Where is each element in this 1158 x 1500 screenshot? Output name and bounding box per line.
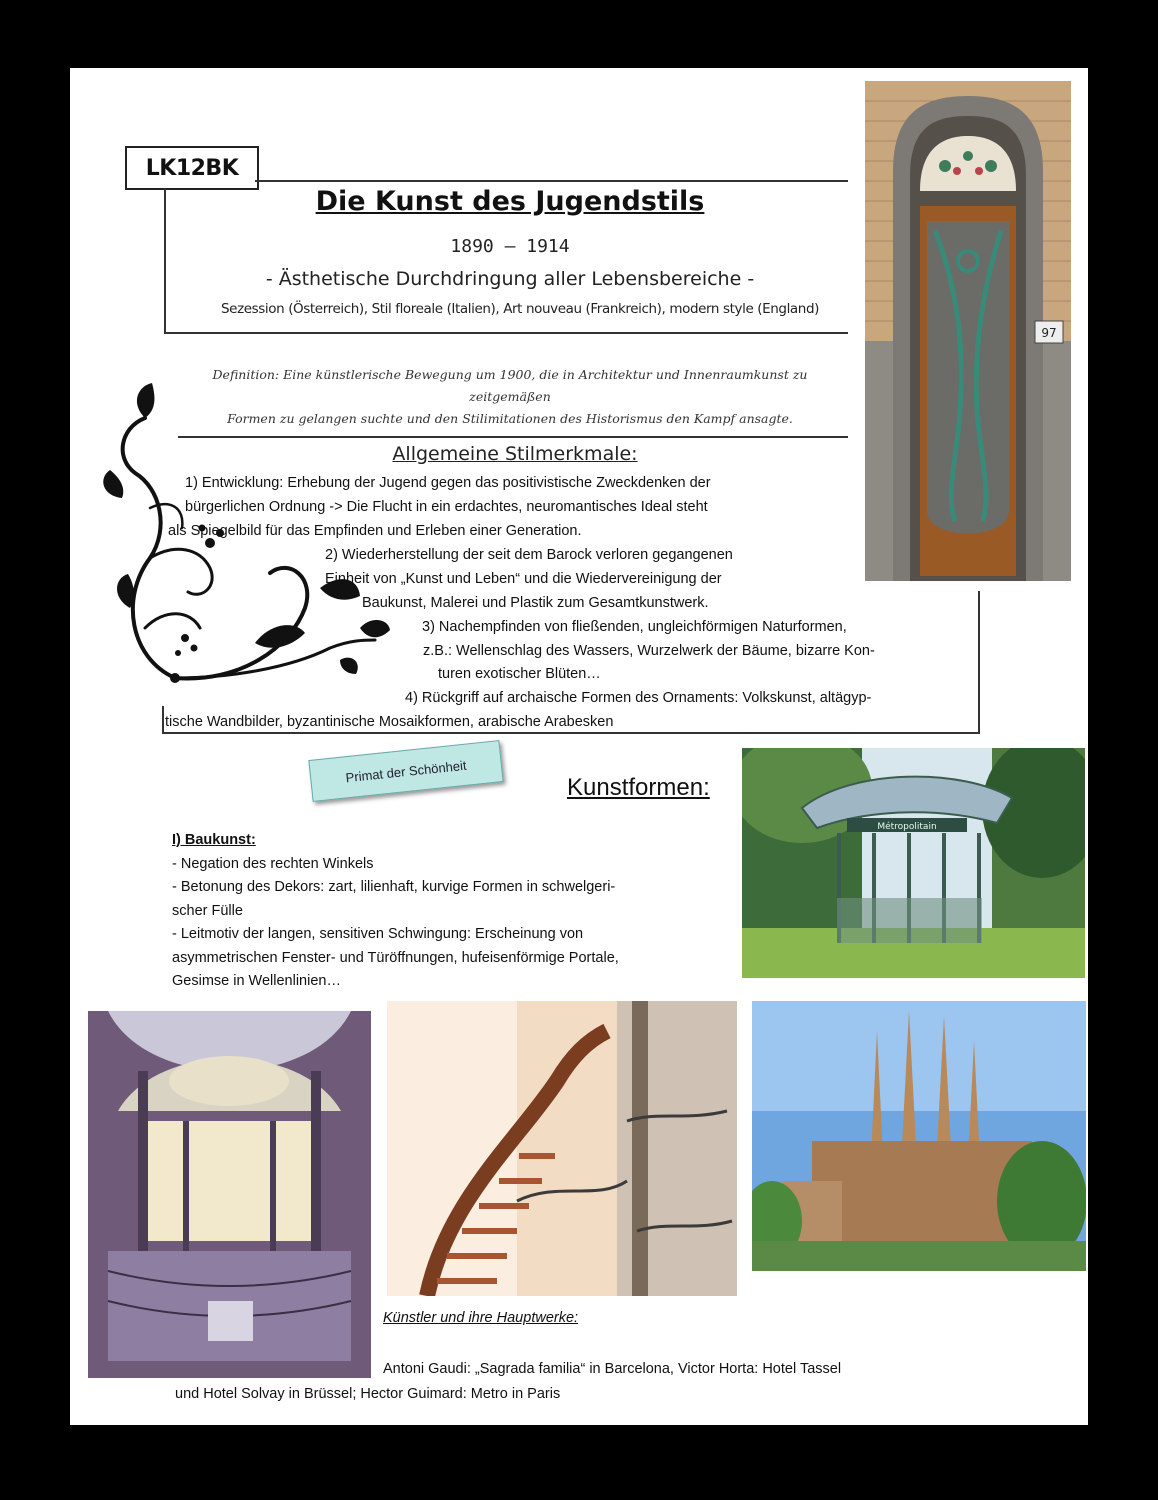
kunstformen-heading: Kunstformen:: [567, 774, 710, 801]
art-nouveau-staircase-photo: [387, 1001, 737, 1296]
style-names: Sezession (Österreich), Stil floreale (Italien), Art nouveau (Frankreich), modern style (England): [221, 301, 819, 317]
list-bottom-rule: [162, 732, 980, 734]
kuenstler-line-1: Antoni Gaudi: „Sagrada familia“ in Barcelona, Victor Horta: Hotel Tassel: [383, 1361, 842, 1377]
baukunst-heading: I) Baukunst:: [172, 832, 256, 848]
stilmerkmal-line: 2) Wiederherstellung der seit dem Barock verloren gegangenen: [325, 547, 733, 563]
definition-line-2: Formen zu gelangen suchte und den Stilimitationen des Historismus den Kampf ansagte.: [227, 411, 793, 426]
primat-der-schoenheit-note: Primat der Schönheit: [308, 740, 503, 802]
kuenstler-line-2: und Hotel Solvay in Brüssel; Hector Guimard: Metro in Paris: [175, 1386, 561, 1402]
stilmerkmal-line: tische Wandbilder, byzantinische Mosaikformen, arabische Arabesken: [165, 714, 614, 730]
list-right-rule: [978, 591, 980, 733]
door-number-label: 97: [1041, 326, 1057, 340]
metro-entrance-photo: [742, 748, 1085, 978]
baukunst-line: asymmetrischen Fenster- und Türöffnungen, hufeisenförmige Portale,: [172, 949, 619, 966]
header-bottom-rule: [164, 332, 848, 334]
stilmerkmal-line: 3) Nachempfinden von fließenden, ungleichförmigen Naturformen,: [422, 619, 847, 635]
header-top-rule: [255, 180, 848, 182]
worksheet-page: [70, 68, 1088, 1425]
stilmerkmal-line: als Spiegelbild für das Empfinden und Erleben einer Generation.: [168, 523, 582, 539]
baukunst-line: - Betonung des Dekors: zart, lilienhaft, kurvige Formen in schwelgeri-: [172, 879, 616, 895]
baukunst-line: - Negation des rechten Winkels: [172, 855, 374, 872]
baukunst-line: Gesimse in Wellenlinien…: [172, 973, 341, 989]
definition-line-1: Definition: Eine künstlerische Bewegung um 1900, die in Architektur und Innenraumkunst zu zeitgemäßen: [212, 367, 808, 404]
stilmerkmale-heading: Allgemeine Stilmerkmale:: [392, 443, 638, 465]
baukunst-line: scher Fülle: [172, 902, 243, 919]
stilmerkmal-line: turen exotischer Blüten…: [438, 666, 601, 682]
course-code-box: LK12BK: [125, 146, 259, 190]
period-years: 1890 – 1914: [450, 236, 570, 257]
sagrada-familia-photo: [752, 1001, 1086, 1271]
hotel-interior-hall-photo: [88, 1011, 371, 1378]
baukunst-section: [172, 829, 732, 994]
stilmerkmal-line: bürgerlichen Ordnung -> Die Flucht in ein erdachtes, neuromantisches Ideal steht: [185, 499, 708, 515]
metro-sign-text: Métropolitain: [877, 822, 937, 832]
stilmerkmal-line: z.B.: Wellenschlag des Wassers, Wurzelwerk der Bäume, bizarre Kon-: [423, 643, 875, 659]
stilmerkmal-line: Einheit von „Kunst und Leben“ und die Wiedervereinigung der: [325, 571, 722, 587]
page-subtitle: - Ästhetische Durchdringung aller Lebensbereiche -: [265, 268, 755, 290]
list-left-rule: [162, 706, 164, 734]
page-title: Die Kunst des Jugendstils: [315, 186, 705, 217]
header-left-rule: [164, 188, 166, 333]
stilmerkmal-line: 1) Entwicklung: Erhebung der Jugend gegen das positivistische Zweckdenken der: [185, 475, 711, 491]
stilmerkmal-line: Baukunst, Malerei und Plastik zum Gesamtkunstwerk.: [362, 595, 709, 611]
kuenstler-heading: Künstler und ihre Hauptwerke:: [383, 1310, 579, 1326]
baukunst-line: - Leitmotiv der langen, sensitiven Schwingung: Erscheinung von: [172, 926, 584, 942]
stilmerkmal-line: 4) Rückgriff auf archaische Formen des Ornaments: Volkskunst, altägyp-: [405, 690, 872, 706]
jugendstil-door-photo: [865, 81, 1071, 581]
